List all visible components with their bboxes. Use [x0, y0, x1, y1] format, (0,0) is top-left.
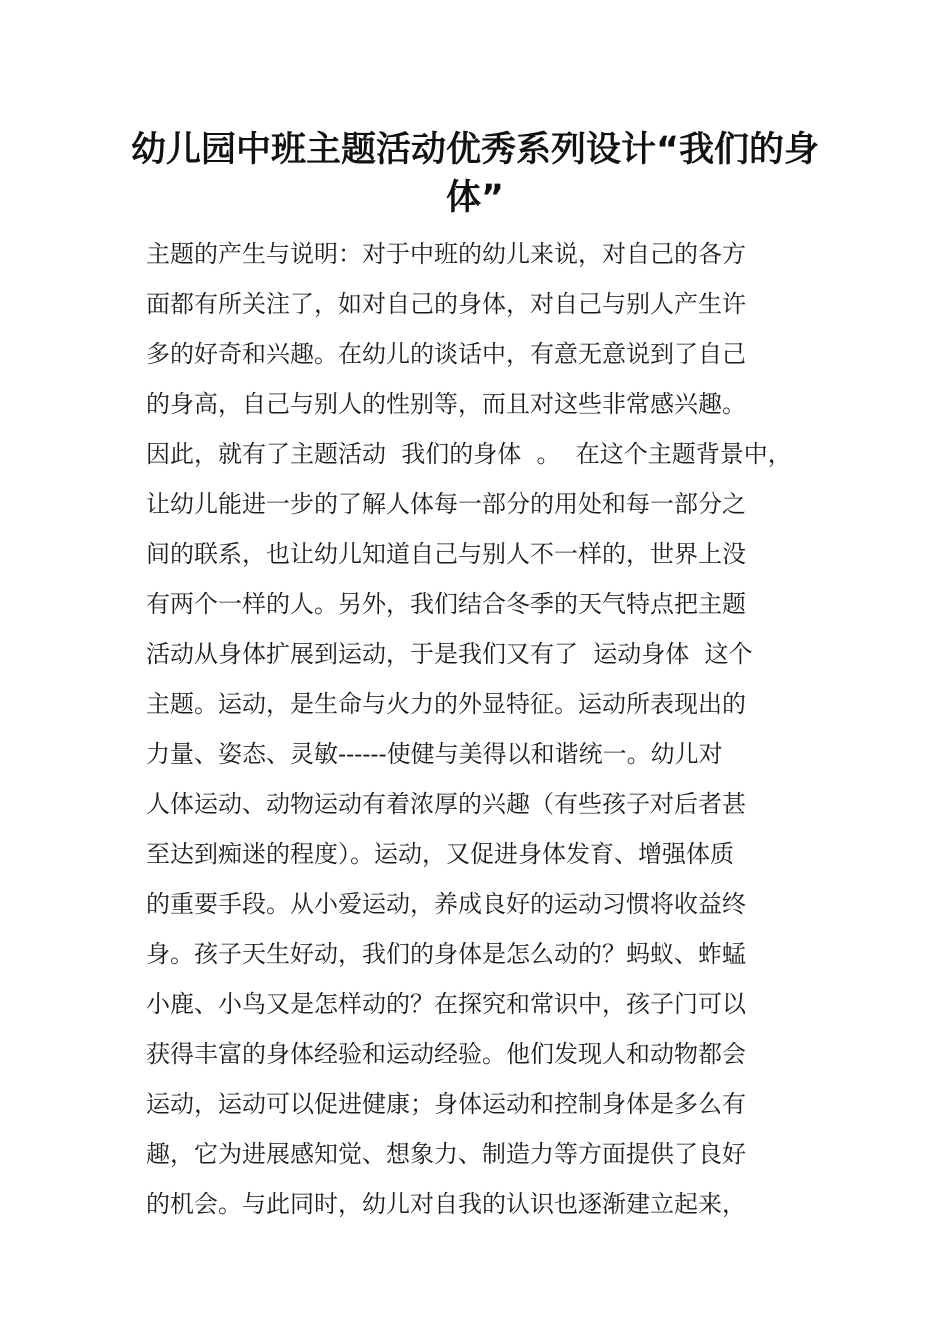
text-line: 多的好奇和兴趣。在幼儿的谈话中，有意无意说到了自己: [146, 340, 746, 368]
text-line: 主题。运动，是生命与火力的外显特征。运动所表现出的: [146, 690, 746, 718]
text-line: 让幼儿能进一步的了解人体每一部分的用处和每一部分之: [146, 490, 746, 518]
text-line: 运动，运动可以促进健康；身体运动和控制身体是多么有: [146, 1090, 746, 1118]
text-line: 的机会。与此同时，幼儿对自我的认识也逐渐建立起来，: [146, 1190, 746, 1218]
text-line: 人体运动、动物运动有着浓厚的兴趣（有些孩子对后者甚: [146, 790, 746, 818]
text-line: 至达到痴迷的程度）。运动，又促进身体发育、增强体质: [146, 840, 734, 868]
body-paragraph: [146, 229, 818, 1229]
text-line: 面都有所关注了，如对自己的身体，对自己与别人产生许: [146, 290, 746, 318]
text-line: 活动从身体扩展到运动，于是我们又有了 运动身体 这个: [146, 640, 753, 668]
text-line: 趣，它为进展感知觉、想象力、制造力等方面提供了良好: [146, 1140, 746, 1168]
text-line: 因此，就有了主题活动 我们的身体 。 在这个主题背景中，: [146, 440, 792, 468]
text-line: 主题的产生与说明：对于中班的幼儿来说，对自己的各方: [146, 240, 746, 268]
text-line: 力量、姿态、灵敏------使健与美得以和谐统一。幼儿对: [146, 740, 723, 768]
text-line: 间的联系，也让幼儿知道自己与别人不一样的，世界上没: [146, 540, 746, 568]
text-line: 身。孩子天生好动，我们的身体是怎么动的？蚂蚁、蚱蜢: [146, 940, 746, 968]
text-line: 的重要手段。从小爱运动，养成良好的运动习惯将收益终: [146, 890, 746, 918]
text-line: 获得丰富的身体经验和运动经验。他们发现人和动物都会: [146, 1040, 746, 1068]
text-line: 小鹿、小鸟又是怎样动的？在探究和常识中，孩子门可以: [146, 990, 746, 1018]
text-line: 的身高，自己与别人的性别等，而且对这些非常感兴趣。: [146, 390, 746, 418]
document-title: 幼儿园中班主题活动优秀系列设计“我们的身体”: [130, 130, 819, 218]
text-line: 有两个一样的人。另外，我们结合冬季的天气特点把主题: [146, 590, 746, 618]
